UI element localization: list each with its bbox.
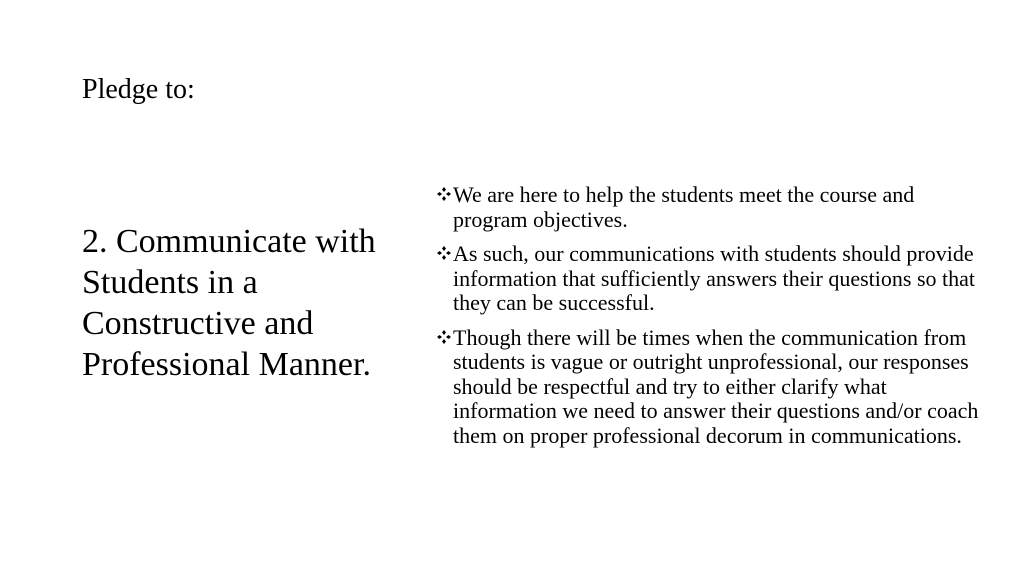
bullet-item bbox=[436, 242, 981, 316]
diamond-bullet-icon bbox=[436, 329, 452, 345]
bullet-list bbox=[436, 183, 981, 458]
bullet-item bbox=[436, 326, 981, 449]
section-heading: 2. Communicate with Students in a Constructive and Professional Manner. bbox=[82, 223, 376, 383]
bullet-text: We are here to help the students meet the course and program objectives. bbox=[453, 182, 915, 232]
diamond-bullet-icon bbox=[436, 245, 452, 261]
bullet-text: Though there will be times when the communication from students is vague or outright unprofessional, our responses should be respectful and try to either clarify what information we need to answer their questions and/or coach them on proper professional decorum in communications. bbox=[453, 324, 979, 448]
diamond-bullet-icon bbox=[436, 186, 452, 202]
bullet-item bbox=[436, 183, 981, 232]
bullet-text: As such, our communications with students should provide information that sufficiently answers their questions so that they can be successful. bbox=[453, 241, 975, 315]
pledge-title: Pledge to: bbox=[82, 74, 195, 105]
